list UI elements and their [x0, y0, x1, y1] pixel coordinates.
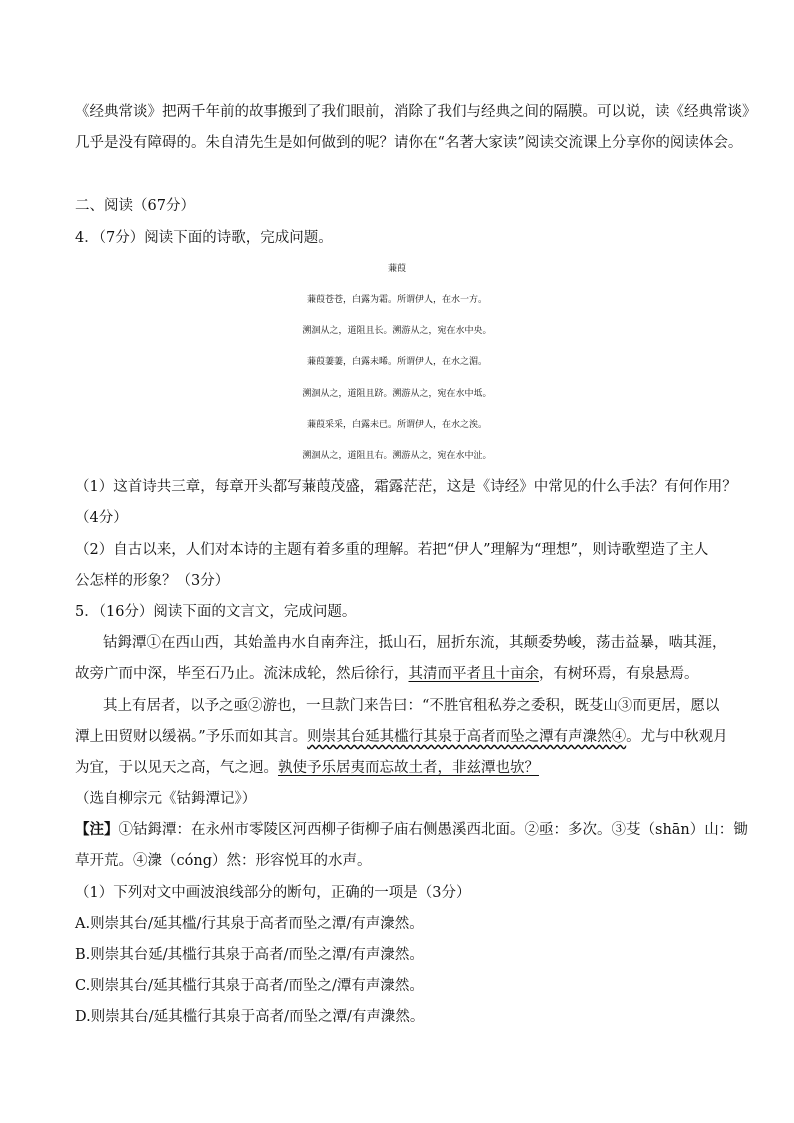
option-c: C.则崇其台/延其槛行其泉于高者/而坠之/潭有声潨然。: [75, 978, 424, 994]
intro-line-1: 《经典常谈》把两千年前的故事搬到了我们眼前，消除了我们与经典之间的隔膜。可以说，读《经典常谈》: [75, 104, 757, 120]
poem-line: 溯洄从之，道阻且跻。溯游从之，宛在水中坻。: [302, 389, 492, 399]
q5-para2-line-2: [75, 727, 728, 747]
q4-sub1-line-2: （4分）: [75, 510, 128, 526]
text-segment: 为宜，于以见天之高，气之迥。: [75, 760, 278, 776]
q5-source: （选自柳宗元《钴鉧潭记》）: [75, 791, 257, 807]
q4-sub1-line-1: （1）这首诗共三章，每章开头都写蒹葭茂盛，霜露茫茫，这是《诗经》中常见的什么手法？有何作用？: [75, 479, 737, 495]
section-heading: 二、阅读（67分）: [75, 198, 195, 214]
text-segment: 潭上田贸财以缓祸。”予乐而如其言。: [75, 729, 308, 745]
underlined-sentence: 其清而平者且十亩余: [408, 666, 539, 682]
poem-line: 蒹葭萋萋，白露未晞。所谓伊人，在水之湄。: [306, 357, 487, 367]
q5-note-line-2: 草开荒。④潨（cóng）然：形容悦耳的水声。: [75, 853, 372, 869]
q5-para1-line-2: [75, 664, 699, 684]
q5-sub1-stem: （1）下列对文中画波浪线部分的断句，正确的一项是（3分）: [75, 885, 471, 901]
underlined-sentence: 孰使予乐居夷而忘故土者，非兹潭也欤？: [278, 760, 539, 776]
q4-sub2-line-1: （2）自古以来，人们对本诗的主题有着多重的理解。若把“伊人”理解为“理想”，则诗歌塑造了主人: [75, 542, 709, 558]
poem-line: 蒹葭苍苍，白露为霜。所谓伊人，在水一方。: [306, 295, 487, 305]
poem-title: 蒹葭: [387, 264, 406, 274]
note-label: 【注】: [75, 821, 119, 838]
option-b: B.则崇其台延/其槛行其泉于高者/而坠之潭/有声潨然。: [75, 947, 424, 963]
poem-line: 溯洄从之，道阻且右。溯游从之，宛在水中沚。: [302, 451, 492, 461]
text-segment: ，有树环焉，有泉悬焉。: [539, 666, 699, 682]
poem-line: 溯洄从之，道阻且长。溯游从之，宛在水中央。: [302, 326, 492, 336]
q5-para2-line-3: [75, 758, 539, 778]
wavy-underlined-phrase: 则崇其台延其槛行其泉于高者而坠之潭有声潨然④: [307, 729, 627, 745]
poem-line: 蒹葭采采，白露未已。所谓伊人，在水之涘。: [306, 420, 487, 430]
text-segment: 。尤与中秋观月: [626, 729, 728, 745]
q5-para1-line-1: 钴鉧潭①在西山西，其始盖冉水自南奔注，抵山石，屈折东流，其颠委势峻，荡击益暴，啮其涯，: [103, 635, 727, 651]
text-segment: ①钴鉧潭：在永州市零陵区河西柳子街柳子庙右侧愚溪西北面。②亟：多次。③芟（shān）山：锄: [118, 822, 748, 838]
q5-note-line-1: [75, 820, 748, 840]
option-a: A.则崇其台/延其槛/行其泉于高者而坠之潭/有声潨然。: [75, 916, 424, 932]
text-segment: 故旁广而中深，毕至石乃止。流沫成轮，然后徐行，: [75, 666, 409, 682]
q5-header: 5．（16分）阅读下面的文言文，完成问题。: [75, 604, 357, 620]
q4-sub2-line-2: 公怎样的形象？（3分）: [75, 573, 230, 589]
q4-header: 4．（7分）阅读下面的诗歌，完成问题。: [75, 230, 333, 246]
option-d: D.则崇其台/延其槛行其泉于高者/而坠之潭/有声潨然。: [75, 1009, 425, 1025]
intro-line-2: 几乎是没有障碍的。朱自清先生是如何做到的呢？请你在“名著大家读”阅读交流课上分享你的阅读体会。: [75, 135, 743, 151]
q5-para2-line-1: 其上有居者，以予之亟②游也，一旦款门来告曰：“不胜官租私券之委积，既芟山③而更居，愿以: [103, 698, 720, 714]
